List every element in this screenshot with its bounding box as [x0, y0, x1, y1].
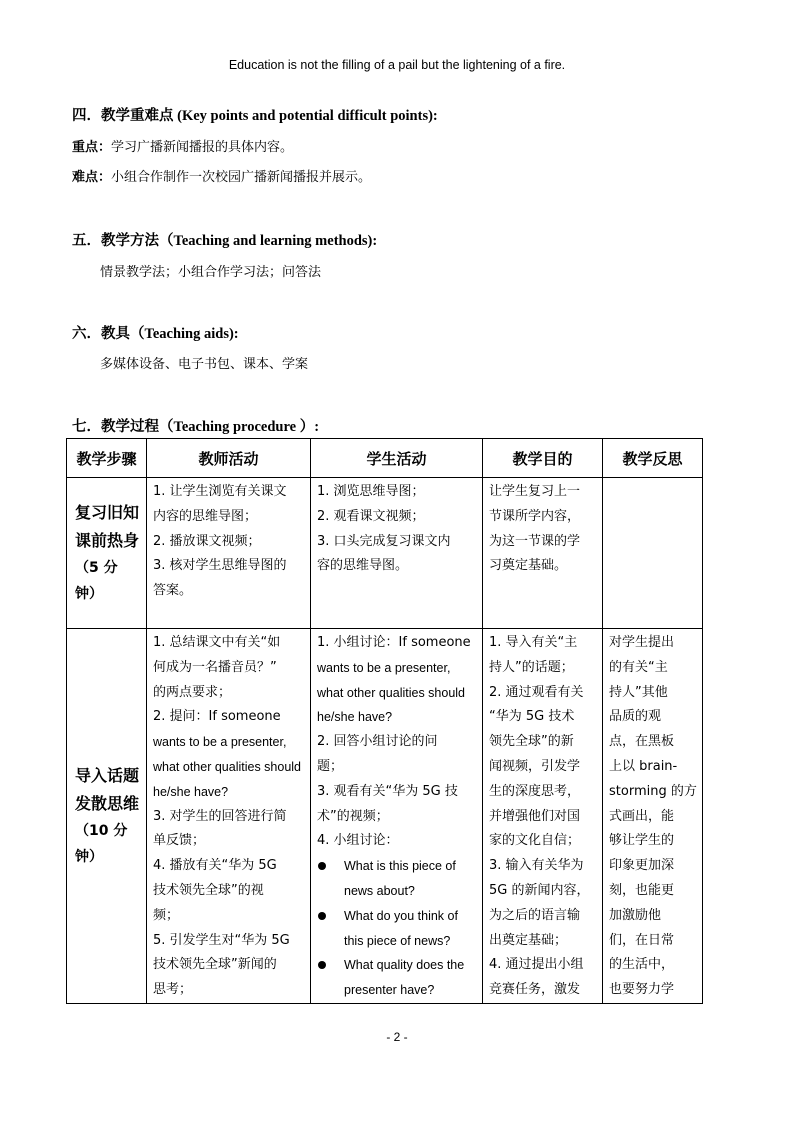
- teacher-activity-line: 1. 让学生浏览有关课文: [153, 484, 287, 499]
- table-row: [67, 629, 703, 1004]
- step-title: [75, 499, 146, 555]
- teaching-reflection-line: 对学生提出: [609, 635, 675, 650]
- teaching-purpose-cell: [483, 629, 603, 1004]
- section6-title-en: （Teaching aids):: [130, 326, 239, 342]
- section5-title: [72, 229, 377, 250]
- step-title-line: 导入话题: [75, 765, 140, 785]
- teaching-reflection-line: 够让学生的: [609, 833, 675, 849]
- teacher-activity-line: 2. 提问：If someone: [153, 709, 281, 725]
- teaching-reflection-line: 式画出，能: [609, 808, 675, 824]
- step-title-line: 复习旧知: [75, 503, 140, 522]
- student-activity-line: 3. 观看有关“华为 5G 技: [317, 783, 458, 799]
- teacher-activity-cell: [147, 629, 311, 1004]
- teaching-reflection-line: 品质的观: [609, 709, 662, 725]
- teacher-activity-line: 答案。: [153, 583, 193, 599]
- step-title-line: 发散思维: [75, 793, 140, 813]
- student-activity-cell: [311, 629, 483, 1004]
- discussion-question-continuation: [317, 929, 478, 954]
- header-teaching-reflection: 教学反思: [603, 439, 703, 478]
- teacher-activity-line: 技术领先全球”新闻的: [153, 957, 277, 973]
- teacher-activity-line: 2. 播放课文视频；: [153, 533, 261, 549]
- section7-title: [72, 415, 319, 436]
- teaching-procedure-table: [66, 438, 703, 1004]
- teaching-purpose-line: 家的文化自信；: [489, 833, 581, 849]
- key-point-line: [72, 136, 293, 155]
- teacher-activity-line: 3. 核对学生思维导图的: [153, 558, 287, 574]
- discussion-question-text: What is this piece of: [344, 859, 456, 874]
- header-step: 教学步骤: [67, 439, 147, 478]
- teaching-reflection-cell: [603, 478, 703, 629]
- student-activity-line: 2. 回答小组讨论的问: [317, 734, 438, 750]
- bullet-icon: [318, 862, 326, 870]
- header-quote: Education is not the filling of a pail but the lightening of a fire.: [228, 58, 566, 72]
- teaching-purpose-line: 节课所学内容，: [489, 508, 581, 524]
- section6-title: [72, 322, 239, 343]
- teacher-activity-line: wants to be a presenter,: [153, 735, 287, 750]
- student-activity-line: 2. 观看课文视频；: [317, 508, 425, 524]
- section6-title-cn: 六．教具: [72, 325, 130, 342]
- difficult-point-line: [72, 166, 371, 185]
- teaching-purpose-line: 1. 导入有关“主: [489, 635, 578, 650]
- teacher-activity-line: 何成为一名播音员？”: [153, 659, 277, 675]
- teaching-purpose-line: 4. 通过提出小组: [489, 957, 584, 973]
- discussion-question-text: this piece of news?: [344, 933, 451, 948]
- bullet-icon: [318, 961, 326, 969]
- student-activity-line: 3. 口头完成复习课文内: [317, 533, 451, 549]
- section4-title-en: (Key points and potential difficult points):: [173, 108, 438, 124]
- section5-title-cn: 五．教学方法: [72, 232, 159, 249]
- header-teaching-purpose: 教学目的: [483, 439, 603, 478]
- teaching-reflection-line: 也要努力学: [609, 982, 675, 998]
- teacher-activity-line: 的两点要求；: [153, 684, 232, 700]
- teacher-activity-line: 技术领先全球”的视: [153, 882, 264, 898]
- teacher-activity-line: 频；: [153, 907, 180, 923]
- teaching-purpose-line: 持人”的话题；: [489, 659, 574, 675]
- step-time-line: （5 分: [75, 560, 118, 576]
- section7-title-cn: 七．教学过程: [72, 418, 159, 435]
- teaching-reflection-line: 加激励他: [609, 907, 662, 923]
- teaching-purpose-line: 让学生复习上一: [489, 484, 581, 499]
- teacher-activity-line: he/she have?: [153, 784, 229, 799]
- teaching-purpose-line: 3. 输入有关华为: [489, 858, 584, 874]
- teaching-reflection-line: 们，在日常: [609, 932, 675, 948]
- teaching-purpose-line: 5G 的新闻内容，: [489, 882, 590, 898]
- student-activity-line: 题；: [317, 758, 344, 774]
- teacher-activity-line: 1. 总结课文中有关“如: [153, 635, 281, 650]
- teaching-reflection-line: 刻，也能更: [609, 882, 675, 898]
- teaching-purpose-cell: [483, 478, 603, 629]
- teacher-activity-line: 4. 播放有关“华为 5G: [153, 858, 277, 874]
- teaching-reflection-line: 点，在黑板: [609, 734, 675, 750]
- difficult-point-text: 小组合作制作一次校园广播新闻播报并展示。: [111, 170, 372, 185]
- teaching-reflection-line: 的生活中，: [609, 957, 675, 973]
- student-activity-cell: [311, 478, 483, 629]
- teaching-purpose-line: 竞赛任务，激发: [489, 982, 581, 998]
- header-teacher-activity: 教师活动: [147, 439, 311, 478]
- teaching-purpose-line: “华为 5G 技术: [489, 709, 575, 725]
- teaching-purpose-line: 为之后的语言输: [489, 907, 581, 923]
- discussion-question-item: [317, 953, 478, 978]
- page-number: - 2 -: [386, 1030, 408, 1044]
- teacher-activity-line: 单反馈；: [153, 833, 206, 849]
- teacher-activity-line: what other qualities should: [153, 759, 302, 774]
- student-activity-line: 1. 浏览思维导图；: [317, 484, 425, 499]
- discussion-question-text: presenter have?: [344, 983, 435, 998]
- teaching-purpose-line: 生的深度思考，: [489, 783, 581, 799]
- discussion-question-item: [317, 854, 478, 879]
- teaching-reflection-line: 持人”其他: [609, 684, 668, 700]
- section7-title-en: （Teaching procedure ）:: [159, 419, 320, 435]
- section5-title-en: （Teaching and learning methods):: [159, 233, 378, 249]
- step-time-line: （10 分: [75, 822, 128, 839]
- step-cell: [67, 629, 147, 1004]
- step-time: [75, 555, 146, 607]
- step-title-line: 课前热身: [75, 531, 140, 550]
- step-time: [75, 818, 146, 870]
- step-time-line: 钟）: [75, 586, 103, 602]
- step-time-line: 钟）: [75, 848, 103, 865]
- student-activity-line: 术”的视频；: [317, 808, 389, 824]
- teaching-reflection-line: 印象更加深: [609, 858, 675, 874]
- step-title: [75, 762, 146, 818]
- teaching-reflection-line: 的有关“主: [609, 659, 668, 675]
- discussion-question-continuation: [317, 879, 478, 904]
- teacher-activity-line: 思考；: [153, 982, 193, 998]
- teaching-purpose-line: 为这一节课的学: [489, 533, 581, 549]
- teacher-activity-line: 3. 对学生的回答进行简: [153, 808, 287, 824]
- student-activity-line: what other qualities should: [317, 685, 466, 700]
- section4-title-cn: 四．教学重难点: [72, 107, 174, 124]
- discussion-question-text: What do you think of: [344, 908, 458, 923]
- table-header-row: [67, 439, 703, 478]
- step-cell: [67, 478, 147, 629]
- teaching-reflection-line: 上以 brain-: [609, 758, 678, 774]
- teaching-reflection-line: storming 的方: [609, 783, 697, 799]
- discussion-question-item: [317, 904, 478, 929]
- teaching-purpose-line: 习奠定基础。: [489, 558, 568, 574]
- key-point-text: 学习广播新闻播报的具体内容。: [111, 140, 294, 155]
- student-activity-line: 容的思维导图。: [317, 558, 409, 574]
- discussion-question-continuation: [317, 978, 478, 1003]
- header-student-activity: 学生活动: [311, 439, 483, 478]
- discussion-question-text: news about?: [344, 883, 415, 898]
- teaching-reflection-cell: [603, 629, 703, 1004]
- section4-title: [72, 104, 438, 125]
- table-row: [67, 478, 703, 629]
- key-point-label: 重点：: [72, 140, 112, 155]
- student-activity-line: 1. 小组讨论：If someone: [317, 635, 471, 650]
- teaching-methods-text: 情景教学法；小组合作学习法；问答法: [100, 265, 322, 280]
- teacher-activity-line: 内容的思维导图；: [153, 508, 258, 524]
- teaching-purpose-line: 领先全球”的新: [489, 734, 574, 750]
- teaching-purpose-line: 出奠定基础；: [489, 932, 568, 948]
- discussion-question-text: What quality does the: [344, 958, 465, 973]
- student-activity-line: 4. 小组讨论：: [317, 833, 399, 849]
- teaching-purpose-line: 并增强他们对国: [489, 808, 581, 824]
- bullet-icon: [318, 912, 326, 920]
- teaching-purpose-line: 闻视频，引发学: [489, 758, 581, 774]
- teaching-aids-text: 多媒体设备、电子书包、课本、学案: [100, 357, 309, 372]
- difficult-point-label: 难点：: [72, 170, 112, 185]
- teacher-activity-cell: [147, 478, 311, 629]
- student-activity-line: wants to be a presenter,: [317, 660, 451, 675]
- student-activity-line: he/she have?: [317, 710, 393, 725]
- teacher-activity-line: 5. 引发学生对“华为 5G: [153, 932, 290, 948]
- teaching-purpose-line: 2. 通过观看有关: [489, 684, 584, 700]
